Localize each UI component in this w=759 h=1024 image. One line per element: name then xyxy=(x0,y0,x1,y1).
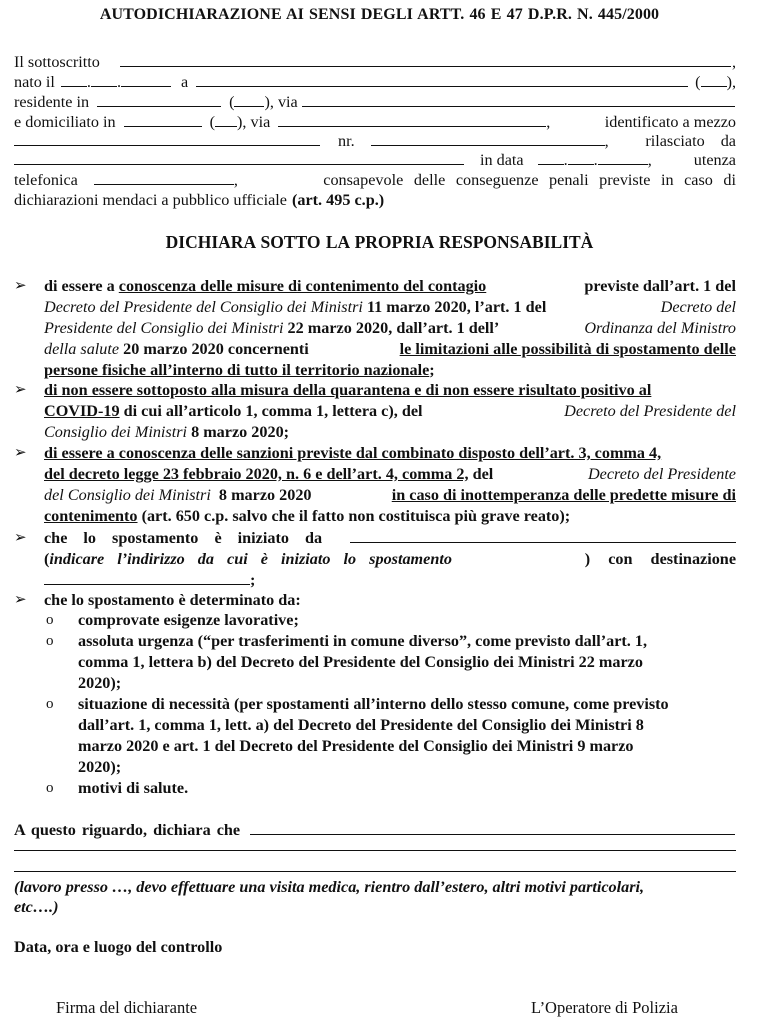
option-necessita-line-2: dall’art. 1, comma 1, lett. a) del Decreto del Presidente del Consiglio dei Ministri 8 xyxy=(78,716,644,734)
bullet-arrow-icon: ➢ xyxy=(14,278,27,294)
label-residente-in: residente in xyxy=(14,93,90,111)
field-comune-domicilio[interactable] xyxy=(124,113,202,127)
label-via: via xyxy=(277,93,298,111)
field-rilascio-giorno[interactable] xyxy=(538,151,564,165)
b4-line-2: ( indicare l’indirizzo da cui è iniziato lo spostamento ) con destinazione xyxy=(44,550,736,568)
label-rilasciato: rilasciato da xyxy=(645,132,736,150)
b5-line-1: che lo spostamento è determinato da: xyxy=(44,591,301,609)
b3-line-4: contenimento (art. 650 c.p. salvo che il fatto non costituisca più grave reato); xyxy=(44,507,571,525)
text-art495: (art. 495 c.p.) xyxy=(291,191,385,209)
field-prov-nascita[interactable] xyxy=(701,73,727,87)
field-comune-residenza[interactable] xyxy=(97,93,221,107)
b3-line-1: di essere a conoscenza delle sanzioni previste dal combinato disposto dell’art. 3, comma 4, xyxy=(44,444,662,462)
label-utenza: utenza xyxy=(693,151,736,169)
line-nato: nato il . . a ( ), xyxy=(14,73,736,91)
option-urgenza-line-2: comma 1, lettera b) del Decreto del Presidente del Consiglio dei Ministri 22 marzo xyxy=(78,653,643,671)
field-partenza[interactable] xyxy=(350,529,736,543)
bullet-arrow-icon: ➢ xyxy=(14,530,27,546)
field-via-residenza[interactable] xyxy=(302,93,735,107)
field-motivazione-line-3[interactable] xyxy=(14,871,736,872)
field-motivazione-line-2[interactable] xyxy=(14,850,736,851)
label-data-ora-luogo: Data, ora e luogo del controllo xyxy=(14,938,223,956)
b1-line-3: Presidente del Consiglio dei Ministri 22 marzo 2020, dall’art. 1 dell’ Ordinanza del Ministro xyxy=(44,319,736,337)
label-nato-il: nato il xyxy=(14,73,55,91)
label-in-data: in data xyxy=(480,151,524,169)
option-urgenza-line-3: 2020); xyxy=(78,674,122,692)
label-sottoscritto: Il sottoscritto xyxy=(14,53,100,71)
option-lavoro: comprovate esigenze lavorative; xyxy=(78,611,299,629)
option-necessita-line-1: situazione di necessità (per spostamenti all’interno dello stesso comune, come previsto xyxy=(78,695,669,713)
text-dichiarazioni: dichiarazioni mendaci a pubblico ufficiale xyxy=(14,191,287,209)
option-circle-icon[interactable]: o xyxy=(46,780,54,796)
b3-line-3: del Consiglio dei Ministri 8 marzo 2020 in caso di inottemperanza delle predette misure di xyxy=(44,486,736,504)
b4-line-1: che lo spostamento è iniziato da xyxy=(44,528,736,548)
label-a: a xyxy=(181,73,189,91)
label-via-2: via xyxy=(250,113,271,131)
field-ente-rilascio[interactable] xyxy=(14,151,464,165)
line-telefonica: telefonica , consapevole delle conseguenze penali previste in caso di xyxy=(14,171,736,189)
option-circle-icon[interactable]: o xyxy=(46,696,54,712)
document-title: AUTODICHIARAZIONE AI SENSI DEGLI ARTT. 46 E 47 D.P.R. N. 445/2000 xyxy=(99,6,660,23)
field-nascita-mese[interactable] xyxy=(91,73,117,87)
label-operatore-polizia: L’Operatore di Polizia xyxy=(531,998,678,1017)
field-prov-residenza[interactable] xyxy=(234,93,264,107)
label-identificato: identificato a mezzo xyxy=(604,113,736,131)
field-rilascio-mese[interactable] xyxy=(568,151,594,165)
line-domicilio: e domiciliato in ( ), via , identificato a mezzo xyxy=(14,113,736,131)
b2-line-1: di non essere sottoposto alla misura della quarantena e di non essere risultato positivo al xyxy=(44,381,652,399)
option-urgenza-line-1: assoluta urgenza (“per trasferimenti in comune diverso”, come previsto dall’art. 1, xyxy=(78,632,648,650)
b1-line-4: della salute 20 marzo 2020 concernenti le limitazioni alle possibilità di spostamento delle xyxy=(44,340,736,358)
option-circle-icon[interactable]: o xyxy=(46,612,54,628)
field-nascita-anno[interactable] xyxy=(121,73,171,87)
b1-line-5: persone fisiche all’interno di tutto il territorio nazionale ; xyxy=(44,361,435,379)
label-firma-dichiarante: Firma del dichiarante xyxy=(56,998,198,1017)
field-documento[interactable] xyxy=(14,132,320,146)
option-necessita-line-3: marzo 2020 e art. 1 del Decreto del Presidente del Consiglio dei Ministri 9 marzo xyxy=(78,737,634,755)
field-destinazione[interactable] xyxy=(44,571,250,585)
option-circle-icon[interactable]: o xyxy=(46,633,54,649)
field-numero-documento[interactable] xyxy=(371,132,605,146)
label-domiciliato-in: e domiciliato in xyxy=(14,113,116,131)
b1-line-2: Decreto del Presidente del Consiglio dei Ministri 11 marzo 2020, l’art. 1 del Decreto del xyxy=(44,298,736,316)
option-salute: motivi di salute. xyxy=(78,779,189,797)
line-dichiarazioni xyxy=(14,190,736,210)
field-nascita-giorno[interactable] xyxy=(61,73,87,87)
b2-line-3: Consiglio dei Ministri 8 marzo 2020; xyxy=(44,423,290,441)
label-telefonica: telefonica xyxy=(14,171,78,189)
field-rilascio-anno[interactable] xyxy=(598,151,648,165)
label-nr: nr. xyxy=(338,132,355,150)
text-consapevole: consapevole delle conseguenze penali previste in caso di xyxy=(323,171,736,189)
text-esempi-line-2: etc….) xyxy=(14,898,59,916)
text-esempi-line-1: (lavoro presso …, devo effettuare una visita medica, rientro dall’estero, altri motivi particolari, xyxy=(14,878,645,896)
field-via-domicilio[interactable] xyxy=(278,113,546,127)
line-residente: residente in ( ), via xyxy=(14,92,736,112)
bullet-arrow-icon: ➢ xyxy=(14,382,27,398)
bullet-arrow-icon: ➢ xyxy=(14,592,27,608)
line-rilascio: in data . . , utenza xyxy=(14,150,736,170)
line-documento: nr. , rilasciato da xyxy=(14,131,736,151)
line-sottoscritto: Il sottoscritto , xyxy=(14,53,736,71)
field-luogo-nascita[interactable] xyxy=(196,73,688,87)
line-riguardo: A questo riguardo, dichiara che xyxy=(14,820,736,840)
option-necessita-line-4: 2020); xyxy=(78,758,122,776)
b3-line-2: del decreto legge 23 febbraio 2020, n. 6 e dell’art. 4, comma 2, del Decreto del Presidente xyxy=(44,465,736,483)
field-prov-domicilio[interactable] xyxy=(215,113,237,127)
section-heading: DICHIARA SOTTO LA PROPRIA RESPONSABILITÀ xyxy=(165,232,594,252)
b4-line-3: ; xyxy=(44,570,736,590)
field-telefono[interactable] xyxy=(94,171,234,185)
bullet-arrow-icon: ➢ xyxy=(14,445,27,461)
field-motivazione[interactable] xyxy=(250,821,735,835)
field-nome[interactable] xyxy=(120,53,731,67)
b1-line-1: di essere a conoscenza delle misure di contenimento del contagio previste dall’art. 1 del xyxy=(44,277,736,295)
b2-line-2: COVID-19 di cui all’articolo 1, comma 1, lettera c), del Decreto del Presidente del xyxy=(44,402,736,420)
